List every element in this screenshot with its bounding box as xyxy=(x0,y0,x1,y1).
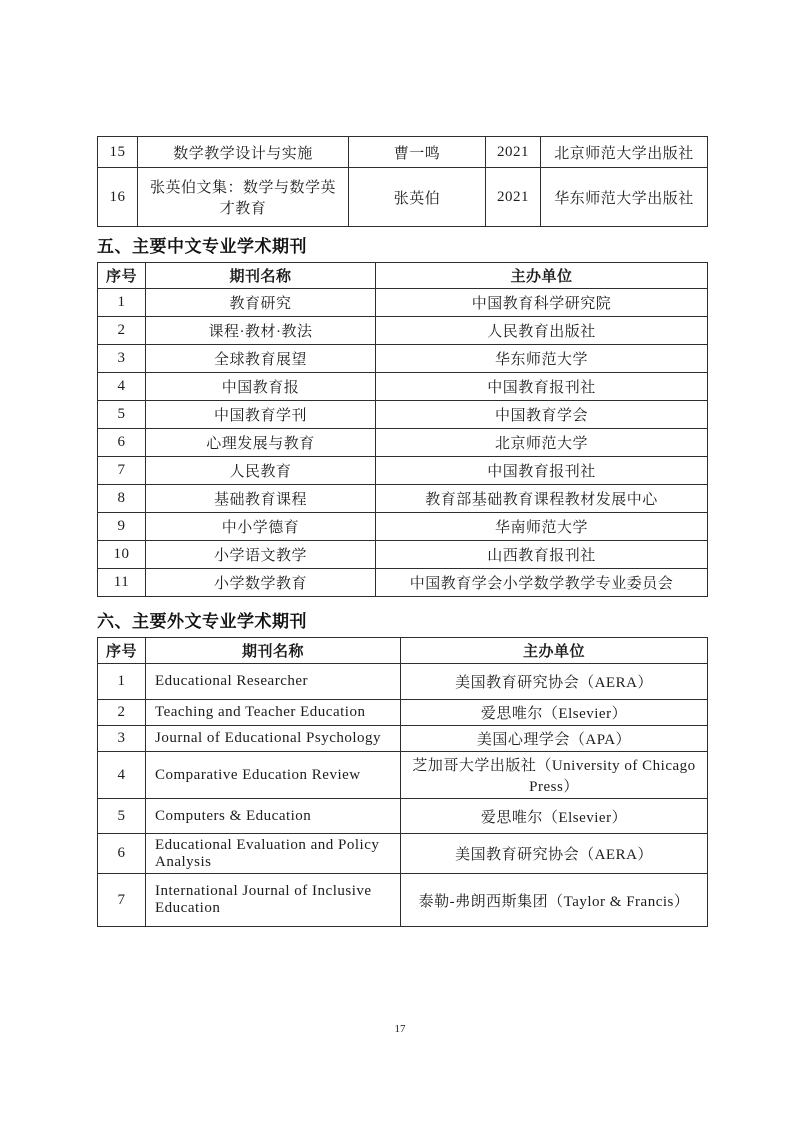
cell-name: Educational Evaluation and Policy Analysis xyxy=(146,834,401,874)
table-row xyxy=(98,373,708,401)
cell-org: 美国教育研究协会（AERA） xyxy=(401,834,708,874)
table-row xyxy=(98,541,708,569)
cell-no: 10 xyxy=(98,541,146,569)
table-row xyxy=(98,834,708,874)
header-no: 序号 xyxy=(98,638,146,664)
cell-org: 中国教育学会 xyxy=(376,401,708,429)
cell-org: 爱思唯尔（Elsevier） xyxy=(401,799,708,834)
table-row xyxy=(98,874,708,927)
cell-name: 小学数学教育 xyxy=(146,569,376,597)
cell-name: Computers & Education xyxy=(146,799,401,834)
cell-name: 中国教育报 xyxy=(146,373,376,401)
cell-org: 人民教育出版社 xyxy=(376,317,708,345)
table-row xyxy=(98,317,708,345)
en-journal-table xyxy=(97,637,708,927)
cell-no: 8 xyxy=(98,485,146,513)
cell-no: 4 xyxy=(98,373,146,401)
cell-name: International Journal of Inclusive Education xyxy=(146,874,401,927)
table-row xyxy=(98,700,708,726)
cell-publisher: 北京师范大学出版社 xyxy=(541,137,708,168)
cell-author: 张英伯 xyxy=(349,168,486,227)
cell-org: 中国教育报刊社 xyxy=(376,373,708,401)
cell-org: 美国教育研究协会（AERA） xyxy=(401,664,708,700)
table-row xyxy=(98,664,708,700)
table-row xyxy=(98,137,708,168)
cell-org: 山西教育报刊社 xyxy=(376,541,708,569)
cell-name: 课程·教材·教法 xyxy=(146,317,376,345)
cell-name: 全球教育展望 xyxy=(146,345,376,373)
page-number: 17 xyxy=(394,1023,406,1035)
cell-name: Journal of Educational Psychology xyxy=(146,726,401,752)
section-heading-cn: 五、主要中文专业学术期刊 xyxy=(97,237,307,256)
cell-org: 中国教育学会小学数学教学专业委员会 xyxy=(376,569,708,597)
table-row xyxy=(98,168,708,227)
table-row xyxy=(98,289,708,317)
header-name: 期刊名称 xyxy=(146,263,376,289)
cell-no: 11 xyxy=(98,569,146,597)
cell-org: 美国心理学会（APA） xyxy=(401,726,708,752)
cell-no: 2 xyxy=(98,700,146,726)
cell-no: 6 xyxy=(98,429,146,457)
cell-name: Educational Researcher xyxy=(146,664,401,700)
cell-org: 北京师范大学 xyxy=(376,429,708,457)
cell-no: 15 xyxy=(98,137,138,168)
cell-name: 人民教育 xyxy=(146,457,376,485)
cell-org: 华南师范大学 xyxy=(376,513,708,541)
table-row xyxy=(98,401,708,429)
table-row xyxy=(98,457,708,485)
cell-org: 华东师范大学 xyxy=(376,345,708,373)
cell-no: 2 xyxy=(98,317,146,345)
cell-no: 7 xyxy=(98,457,146,485)
table-header-row xyxy=(98,638,708,664)
cell-name: 中国教育学刊 xyxy=(146,401,376,429)
cell-no: 9 xyxy=(98,513,146,541)
table-row xyxy=(98,485,708,513)
cell-name: 基础教育课程 xyxy=(146,485,376,513)
cell-author: 曹一鸣 xyxy=(349,137,486,168)
section-heading-en: 六、主要外文专业学术期刊 xyxy=(97,612,307,631)
page-content xyxy=(97,136,707,927)
cell-no: 4 xyxy=(98,752,146,799)
cell-name: 中小学德育 xyxy=(146,513,376,541)
cell-name: 心理发展与教育 xyxy=(146,429,376,457)
cell-no: 3 xyxy=(98,726,146,752)
table-header-row xyxy=(98,263,708,289)
cell-no: 3 xyxy=(98,345,146,373)
cell-name: Comparative Education Review xyxy=(146,752,401,799)
cell-year: 2021 xyxy=(486,168,541,227)
cell-no: 5 xyxy=(98,799,146,834)
cell-no: 1 xyxy=(98,664,146,700)
header-name: 期刊名称 xyxy=(146,638,401,664)
cell-no: 6 xyxy=(98,834,146,874)
table-row xyxy=(98,345,708,373)
cell-title: 张英伯文集：数学与数学英才教育 xyxy=(138,168,349,227)
cell-no: 1 xyxy=(98,289,146,317)
cell-title: 数学教学设计与实施 xyxy=(138,137,349,168)
cell-publisher: 华东师范大学出版社 xyxy=(541,168,708,227)
table-row xyxy=(98,726,708,752)
book-continuation-table xyxy=(97,136,708,227)
table-row xyxy=(98,513,708,541)
cn-journal-table xyxy=(97,262,708,597)
table-row xyxy=(98,752,708,799)
cell-org: 教育部基础教育课程教材发展中心 xyxy=(376,485,708,513)
cell-no: 5 xyxy=(98,401,146,429)
cell-year: 2021 xyxy=(486,137,541,168)
header-org: 主办单位 xyxy=(401,638,708,664)
table-row xyxy=(98,569,708,597)
header-org: 主办单位 xyxy=(376,263,708,289)
header-no: 序号 xyxy=(98,263,146,289)
table-row xyxy=(98,799,708,834)
cell-no: 16 xyxy=(98,168,138,227)
cell-name: 教育研究 xyxy=(146,289,376,317)
cell-org: 泰勒-弗朗西斯集团（Taylor & Francis） xyxy=(401,874,708,927)
cell-org: 中国教育报刊社 xyxy=(376,457,708,485)
cell-name: 小学语文教学 xyxy=(146,541,376,569)
cell-org: 芝加哥大学出版社（University of Chicago Press） xyxy=(401,752,708,799)
table-row xyxy=(98,429,708,457)
cell-name: Teaching and Teacher Education xyxy=(146,700,401,726)
cell-org: 爱思唯尔（Elsevier） xyxy=(401,700,708,726)
cell-org: 中国教育科学研究院 xyxy=(376,289,708,317)
cell-no: 7 xyxy=(98,874,146,927)
